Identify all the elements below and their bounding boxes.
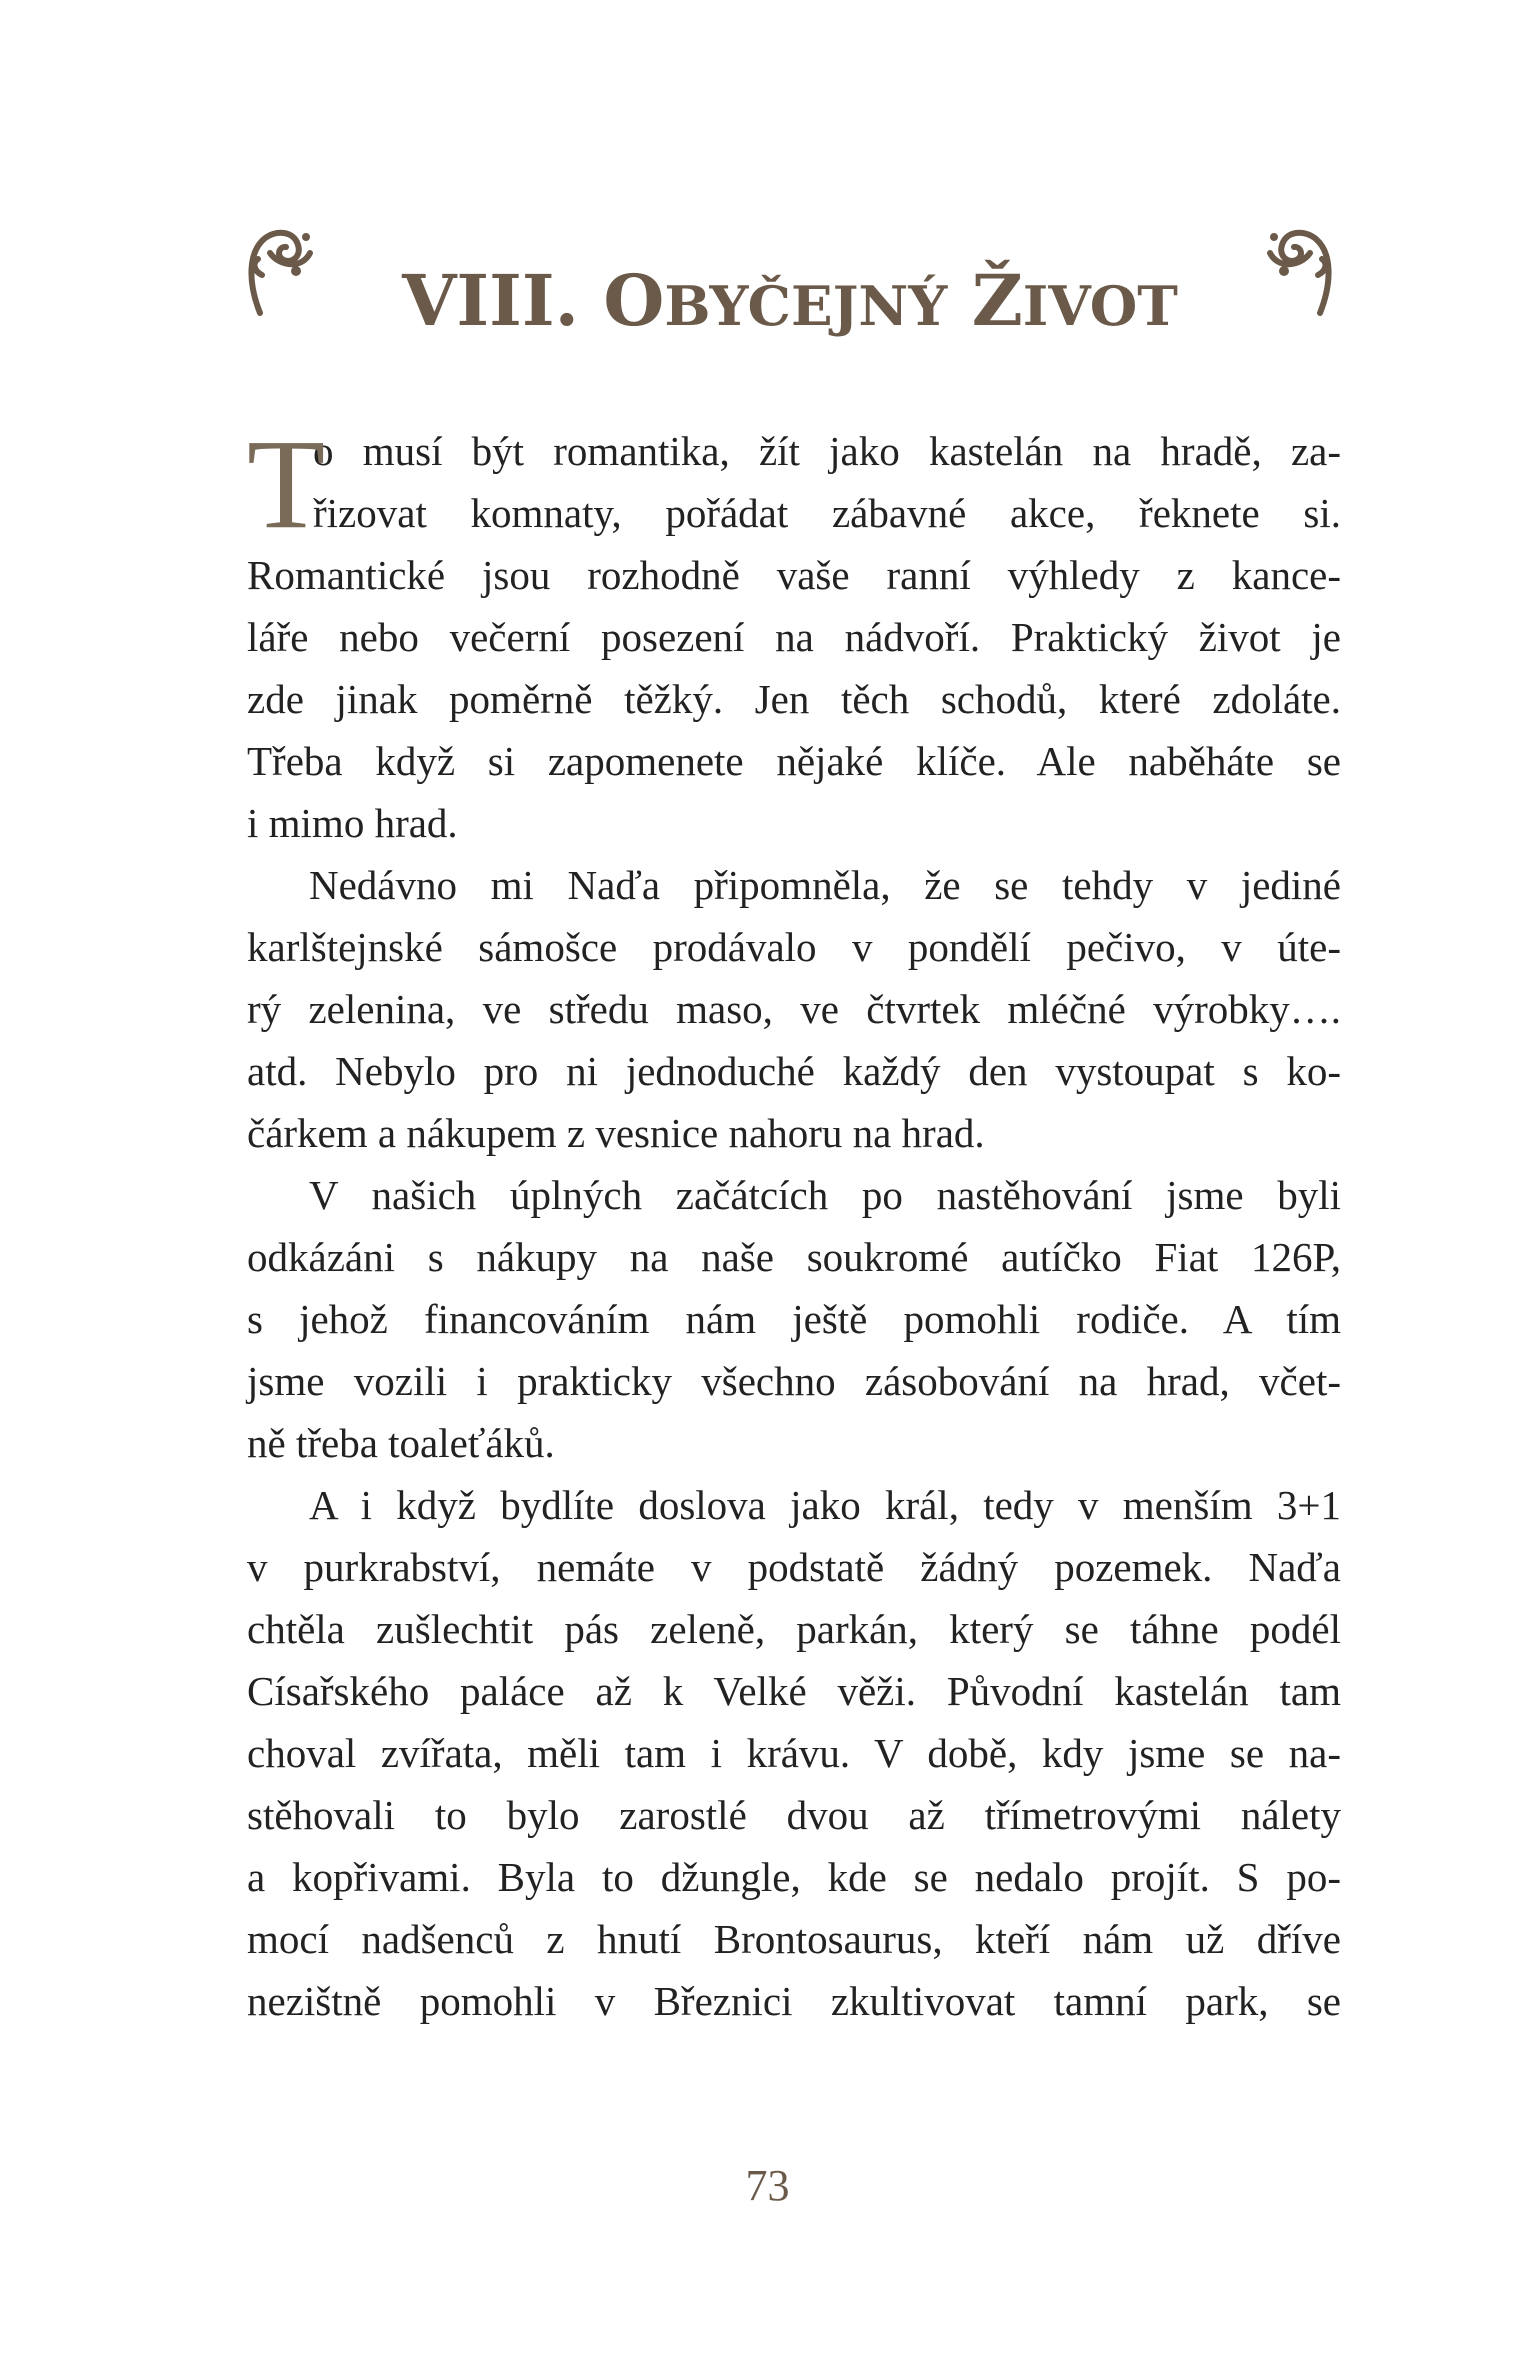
title-smallcaps: IVOT (1022, 273, 1178, 338)
text-line: mocí nadšenců z hnutí Brontosaurus, kteří nám už dříve (247, 1916, 1341, 1962)
text-line: čárkem a nákupem z vesnice nahoru na hrad. (247, 1110, 985, 1156)
text-line: V našich úplných začátcích po nastěhování jsme byli (309, 1172, 1341, 1218)
chapter-numeral: VIII. (402, 258, 579, 342)
chapter-heading (240, 195, 1340, 345)
text-line: Císařského paláce až k Velké věži. Původní kastelán tam (247, 1668, 1341, 1714)
paragraph (247, 413, 1341, 854)
text-line: v purkrabství, nemáte v podstatě žádný pozemek. Naďa (247, 1544, 1341, 1590)
text-line: choval zvířata, měli tam i krávu. V době, kdy jsme se na- (247, 1730, 1341, 1776)
text-line: A i když bydlíte doslova jako král, tedy v menším 3+1 (309, 1482, 1341, 1528)
page-number: 73 (745, 2161, 790, 2210)
text-line: jsme vozili i prakticky všechno zásobování na hrad, včet- (247, 1358, 1341, 1404)
paragraph (247, 1164, 1341, 1474)
text-line: Třeba když si zapomenete nějaké klíče. Ale naběháte se (247, 738, 1341, 784)
text-line: nezištně pomohli v Březnici zkultivovat tamní park, se (247, 1978, 1341, 2024)
title-smallcaps: BYČEJNÝ (664, 273, 948, 338)
text-line: rý zelenina, ve středu maso, ve čtvrtek mléčné výrobky…. (247, 986, 1341, 1032)
paragraph (247, 854, 1341, 1164)
text-line: odkázáni s nákupy na naše soukromé autíčko Fiat 126P, (247, 1234, 1341, 1280)
paragraph (247, 1474, 1341, 2032)
text-line: o musí být romantika, žít jako kastelán na hradě, za- (313, 428, 1341, 474)
floral-scroll-icon (1260, 213, 1340, 323)
text-line: řizovat komnaty, pořádat zábavné akce, řeknete si. (313, 490, 1341, 536)
text-line: stěhovali to bylo zarostlé dvou až třímetrovými nálety (247, 1792, 1341, 1838)
text-line: karlštejnské sámošce prodávalo v pondělí pečivo, v úte- (247, 924, 1341, 970)
text-line: zde jinak poměrně těžký. Jen těch schodů, které zdoláte. (247, 676, 1341, 722)
text-line: a kopřivami. Byla to džungle, kde se nedalo projít. S po- (247, 1854, 1341, 1900)
floral-scroll-icon (240, 213, 320, 323)
text-line: Nedávno mi Naďa připomněla, že se tehdy v jediné (309, 862, 1341, 908)
text-line: Romantické jsou rozhodně vaše ranní výhledy z kance- (247, 552, 1341, 598)
text-line: s jehož financováním nám ještě pomohli rodiče. A tím (247, 1296, 1341, 1342)
text-line: ně třeba toaleťáků. (247, 1420, 555, 1466)
text-line: i mimo hrad. (247, 800, 458, 846)
body-text (247, 413, 1341, 2032)
text-line: láře nebo večerní posezení na nádvoří. Praktický život je (247, 614, 1341, 660)
drop-cap: T (247, 413, 326, 555)
chapter-title (330, 256, 1250, 351)
title-initial: O (603, 258, 665, 342)
text-line: atd. Nebylo pro ni jednoduché každý den vystoupat s ko- (247, 1048, 1341, 1094)
text-line: chtěla zušlechtit pás zeleně, parkán, který se táhne podél (247, 1606, 1341, 1652)
title-initial: Ž (971, 258, 1023, 342)
